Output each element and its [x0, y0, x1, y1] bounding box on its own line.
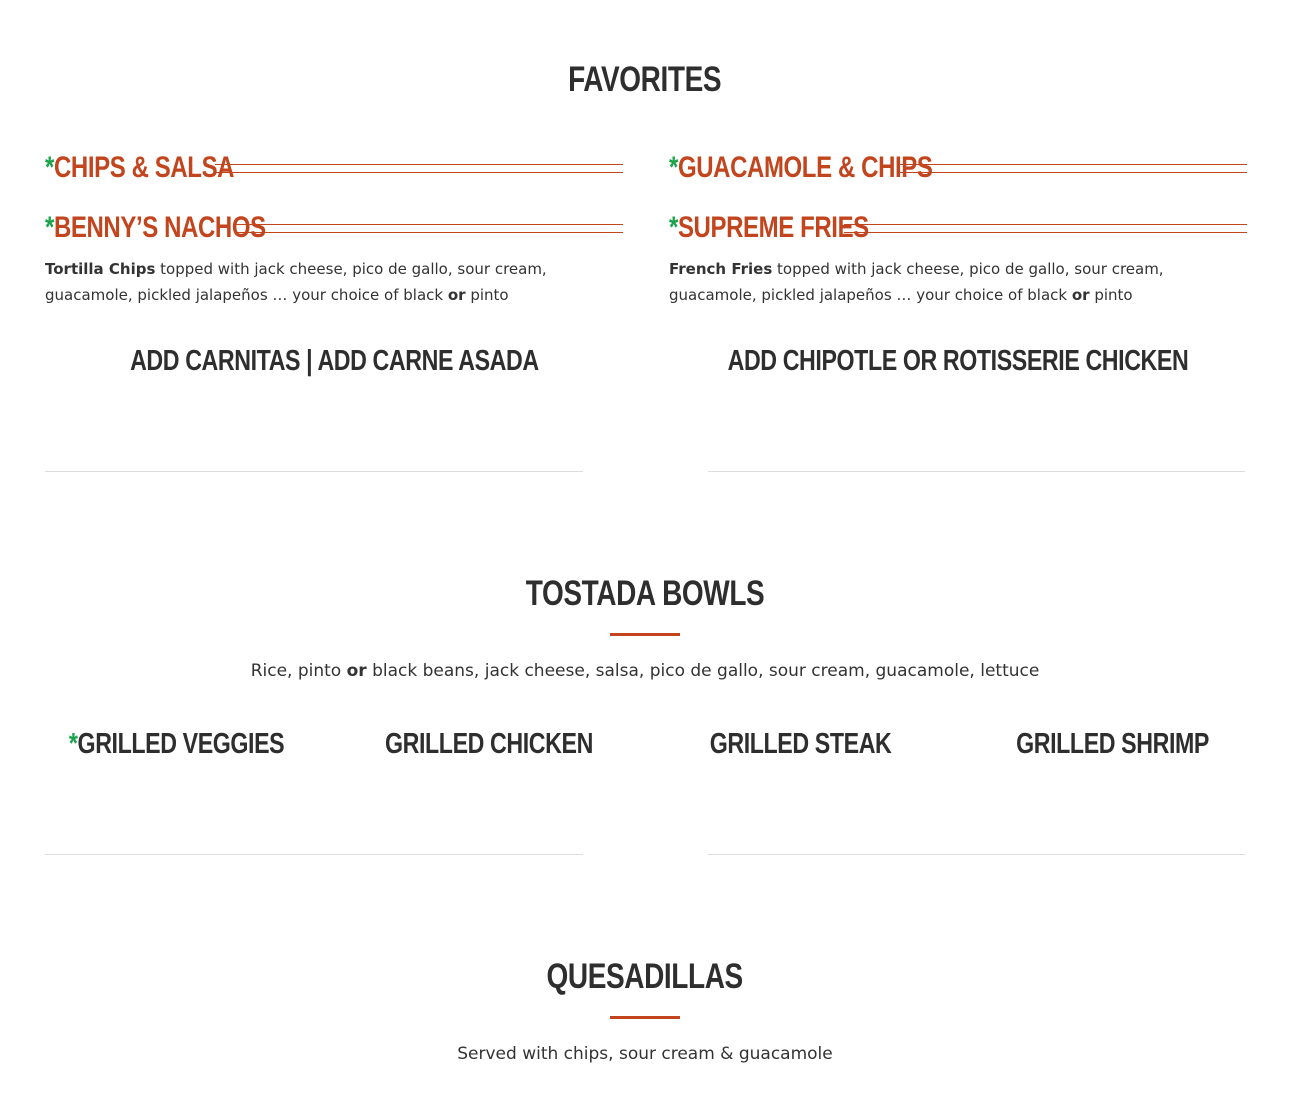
section-divider-right [708, 854, 1245, 855]
bowl-option-grilled-veggies: *GRILLED VEGGIES [69, 728, 285, 760]
section-accent-bar [610, 633, 680, 636]
section-description: Rice, pinto or black beans, jack cheese, salsa, pico de gallo, sour cream, guacamole, lettuce [250, 661, 1040, 681]
item-name: *GUACAMOLE & CHIPS [669, 151, 933, 184]
bowl-option-grilled-steak: GRILLED STEAK [710, 728, 892, 760]
double-rule [215, 164, 623, 173]
bowl-option-grilled-chicken: GRILLED CHICKEN [385, 728, 593, 760]
section-divider-left [45, 854, 583, 855]
menu-item-guacamole-chips [669, 148, 1247, 188]
menu-item-bennys-nachos [45, 208, 623, 308]
section-divider-right [708, 471, 1245, 472]
section-divider-left [45, 471, 583, 472]
section-accent-bar [610, 1016, 680, 1019]
bowl-option-grilled-shrimp: GRILLED SHRIMP [1016, 728, 1210, 760]
addon-carnitas-carne-asada: ADD CARNITAS | ADD CARNE ASADA [129, 345, 539, 377]
menu-item-chips-salsa [45, 148, 623, 188]
item-name: *CHIPS & SALSA [45, 151, 235, 184]
double-rule [899, 164, 1247, 173]
double-rule [235, 224, 623, 233]
section-title-tostada-bowls: TOSTADA BOWLS [525, 574, 765, 613]
section-description: Served with chips, sour cream & guacamole [457, 1044, 833, 1064]
section-title-quesadillas: QUESADILLAS [546, 957, 744, 996]
addon-chipotle-rotisserie-chicken: ADD CHIPOTLE OR ROTISSERIE CHICKEN [727, 345, 1189, 377]
item-name: *BENNY’S NACHOS [45, 211, 266, 244]
item-name: *SUPREME FRIES [669, 211, 869, 244]
section-title-favorites: FAVORITES [568, 60, 722, 99]
item-description: Tortilla Chips topped with jack cheese, pico de gallo, sour cream, guacamole, pickled jalapeños … your choice of black or pinto [45, 260, 547, 304]
item-description: French Fries topped with jack cheese, pico de gallo, sour cream, guacamole, pickled jalapeños … your choice of black or pinto [669, 260, 1164, 304]
menu-item-supreme-fries [669, 208, 1247, 308]
double-rule [844, 224, 1247, 233]
